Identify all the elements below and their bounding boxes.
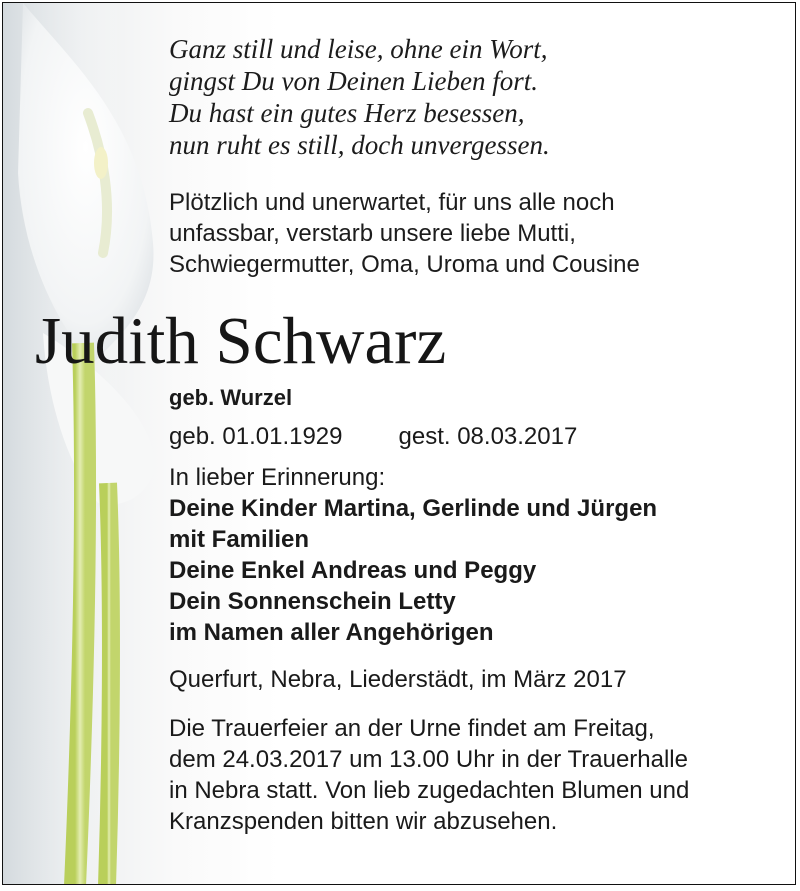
birth-date: geb. 01.01.1929 — [169, 423, 343, 450]
mourner-line: Deine Kinder Martina, Gerlinde und Jürgen — [169, 495, 658, 522]
top-text — [169, 33, 784, 280]
death-date: gest. 08.03.2017 — [398, 423, 578, 450]
memory-heading: In lieber Erinnerung: — [169, 464, 386, 491]
poem-line: Ganz still und leise, ohne ein Wort, — [169, 34, 548, 64]
mourner-line: Deine Enkel Andreas und Peggy — [169, 557, 537, 584]
obituary-notice — [2, 2, 796, 885]
ceremony-info — [169, 713, 784, 837]
ceremony-line: Kranzspenden bitten wir abzusehen. — [169, 808, 558, 835]
poem-line: gingst Du von Deinen Lieben fort. — [169, 66, 538, 96]
place-date: Querfurt, Nebra, Liederstädt, im März 2017 — [169, 666, 627, 693]
mourner-line: Dein Sonnenschein Letty — [169, 588, 456, 615]
maiden-name: geb. Wurzel — [169, 385, 293, 410]
ceremony-line: in Nebra statt. Von lieb zugedachten Blumen und — [169, 777, 690, 804]
mourner-line: im Namen aller Angehörigen — [169, 619, 494, 646]
intro-line: Schwiegermutter, Oma, Uroma und Cousine — [169, 251, 640, 278]
ceremony-line: dem 24.03.2017 um 13.00 Uhr in der Trauerhalle — [169, 746, 688, 773]
details — [169, 384, 784, 837]
intro-text — [169, 187, 784, 280]
life-dates — [169, 422, 784, 452]
mourner-line: mit Familien — [169, 526, 310, 553]
mourners-list — [169, 493, 784, 648]
deceased-name: Judith Schwarz — [35, 304, 447, 378]
poem — [169, 33, 784, 161]
intro-line: Plötzlich und unerwartet, für uns alle noch — [169, 189, 615, 216]
poem-line: nun ruht es still, doch unvergessen. — [169, 130, 550, 160]
poem-line: Du hast ein gutes Herz besessen, — [169, 98, 525, 128]
intro-line: unfassbar, verstarb unsere liebe Mutti, — [169, 220, 576, 247]
ceremony-line: Die Trauerfeier an der Urne findet am Freitag, — [169, 715, 655, 742]
